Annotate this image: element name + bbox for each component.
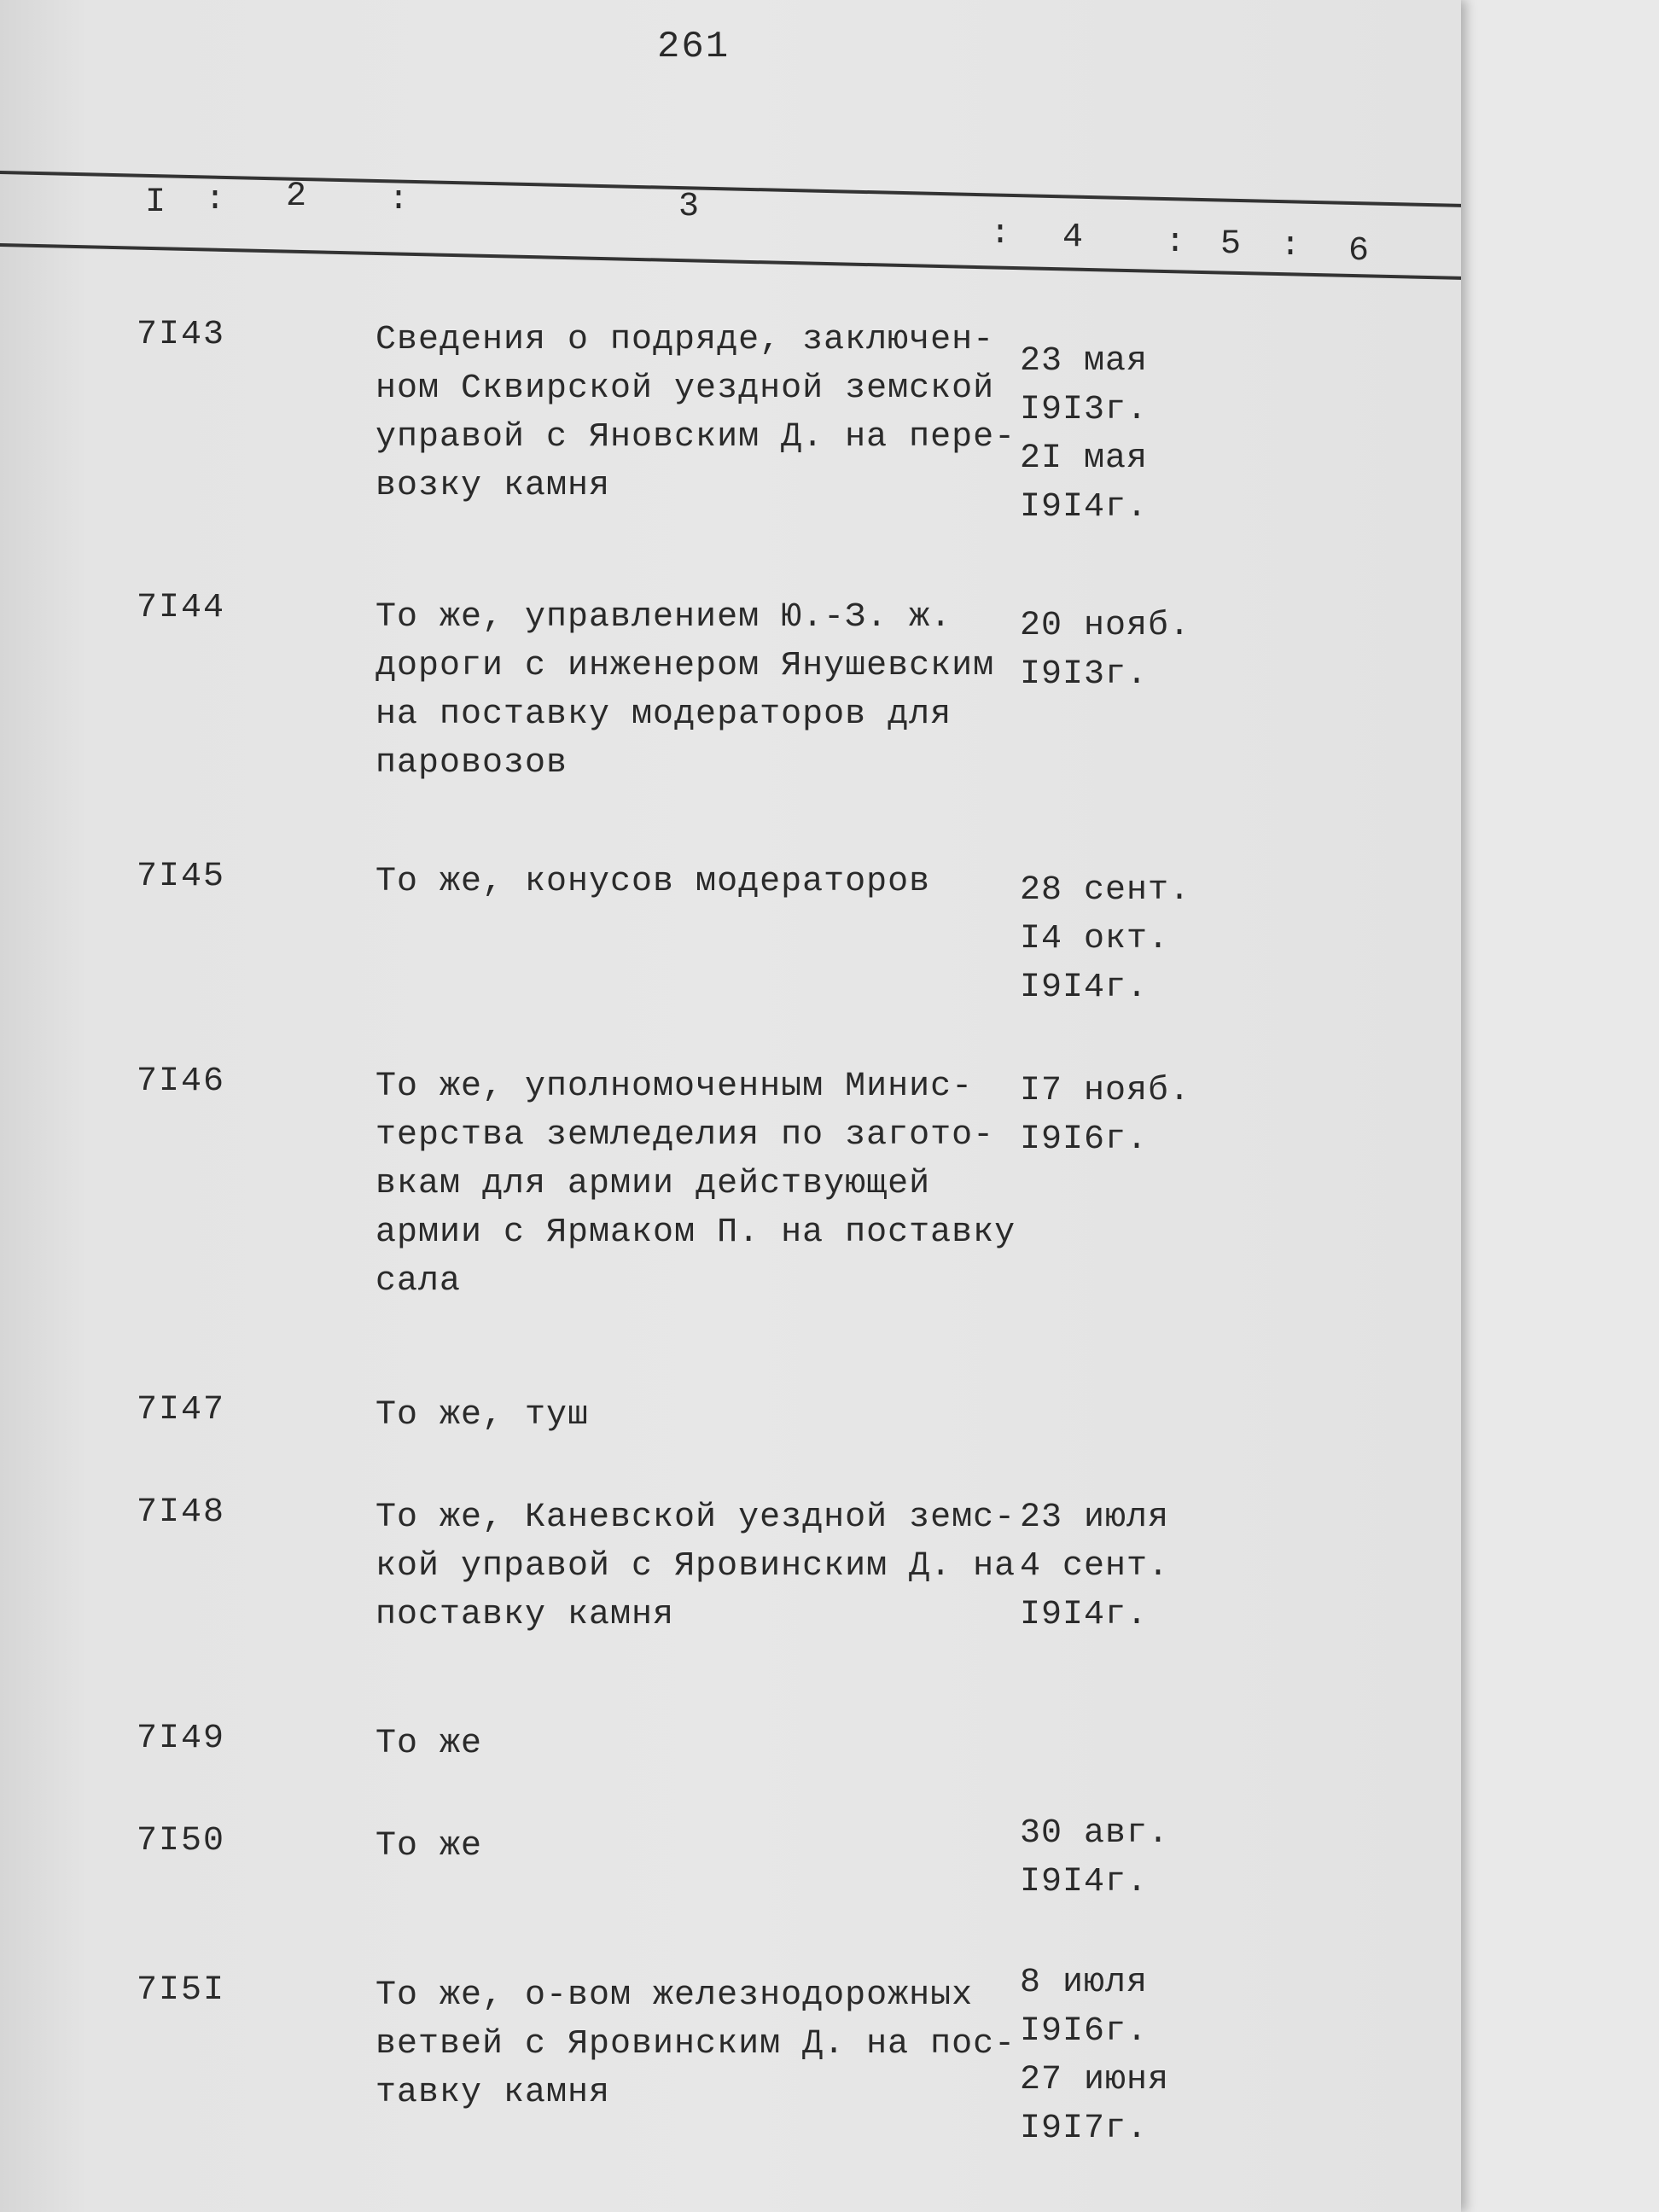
description-line: То же [375,1827,483,1866]
date-line: 23 июля [1020,1499,1170,1537]
date-line: 27 июня [1020,2061,1170,2099]
description-line: То же, конусов модераторов [375,863,931,901]
date-line: I9I3г. [1020,655,1149,694]
description-line: То же, туш [375,1396,590,1435]
entry-description [375,316,1016,510]
entry-dates [1020,1493,1169,1639]
description-line: тавку камня [375,2074,611,2112]
description-line: ветвей с Яровинским Д. на пос- [375,2025,1016,2064]
date-line: I9I3г. [1020,391,1149,429]
entry-description [375,1822,1007,1871]
entry-number: 7I43 [137,316,226,354]
description-line: кой управой с Яровинским Д. на [375,1547,1016,1586]
description-line: вкам для армии действующей [375,1165,931,1203]
entry-description [375,1493,1016,1639]
date-line: I4 окт. [1020,920,1170,958]
entry-dates [1020,866,1190,1012]
date-line: 30 авг. [1020,1814,1170,1853]
description-line: сала [375,1262,462,1301]
column-separator: : [1165,224,1186,262]
description-line: управой с Яновским Д. на пере- [375,418,1016,457]
entry-description [375,858,1007,906]
entry-number: 7I46 [137,1062,226,1101]
date-line: 28 сент. [1020,871,1191,910]
column-separator: : [990,215,1011,253]
column-header-1: I [145,183,166,222]
date-line: 23 мая [1020,342,1149,381]
entry-description [375,593,1007,788]
date-line: I9I4г. [1020,969,1149,1007]
entry-description [375,1391,1007,1440]
description-line: на поставку модераторов для [375,696,952,734]
entry-number: 7I45 [137,858,226,896]
description-line: ном Сквирской уездной земской [375,370,995,408]
column-header-3: 3 [678,188,700,226]
page-number: 261 [657,26,731,68]
date-line: I9I6г. [1020,2012,1149,2051]
date-line: I9I7г. [1020,2110,1149,2148]
entry-dates [1020,602,1190,699]
column-header-5: 5 [1220,225,1242,264]
date-line: I9I6г. [1020,1121,1149,1159]
date-line: I9I4г. [1020,488,1149,527]
entry-description [375,1720,1007,1768]
description-line: поставку камня [375,1596,675,1634]
description-line: паровозов [375,744,568,783]
entry-description [375,1062,1016,1306]
date-line: I7 нояб. [1020,1072,1191,1110]
description-line: То же, управлением Ю.-З. ж. [375,598,952,637]
description-line: То же, уполномоченным Минис- [375,1068,974,1106]
description-line: То же [375,1725,483,1763]
description-line: дороги с инженером Янушевским [375,647,995,685]
header-bottom-rule [0,243,1461,280]
column-separator: : [1280,227,1301,265]
date-line: 2I мая [1020,439,1149,478]
entry-number: 7I50 [137,1822,226,1860]
entry-number: 7I47 [137,1391,226,1429]
column-header-4: 4 [1062,218,1084,257]
entry-dates [1020,1067,1190,1164]
entry-number: 7I44 [137,589,226,627]
date-line: 4 сент. [1020,1547,1170,1586]
date-line: I9I4г. [1020,1863,1149,1901]
column-header-2: 2 [286,178,307,216]
entry-number: 7I48 [137,1493,226,1532]
entry-description [375,1971,1016,2117]
description-line: терства земледелия по загото- [375,1116,995,1155]
description-line: Сведения о подряде, заключен- [375,321,995,359]
description-line: возку камня [375,467,611,505]
column-separator: : [388,181,410,219]
column-header-6: 6 [1348,232,1370,271]
date-line: 8 июля [1020,1964,1149,2002]
description-line: То же, Каневской уездной земс- [375,1499,1016,1537]
column-separator: : [205,181,226,219]
date-line: I9I4г. [1020,1596,1149,1634]
entry-dates [1020,1809,1169,1906]
description-line: армии с Ярмаком П. на поставку [375,1214,1016,1252]
entry-number: 7I49 [137,1720,226,1758]
entry-number: 7I5I [137,1971,226,2010]
description-line: То же, о-вом железнодорожных [375,1976,974,2015]
entry-dates [1020,337,1148,532]
date-line: 20 нояб. [1020,607,1191,645]
entry-dates [1020,1959,1169,2153]
